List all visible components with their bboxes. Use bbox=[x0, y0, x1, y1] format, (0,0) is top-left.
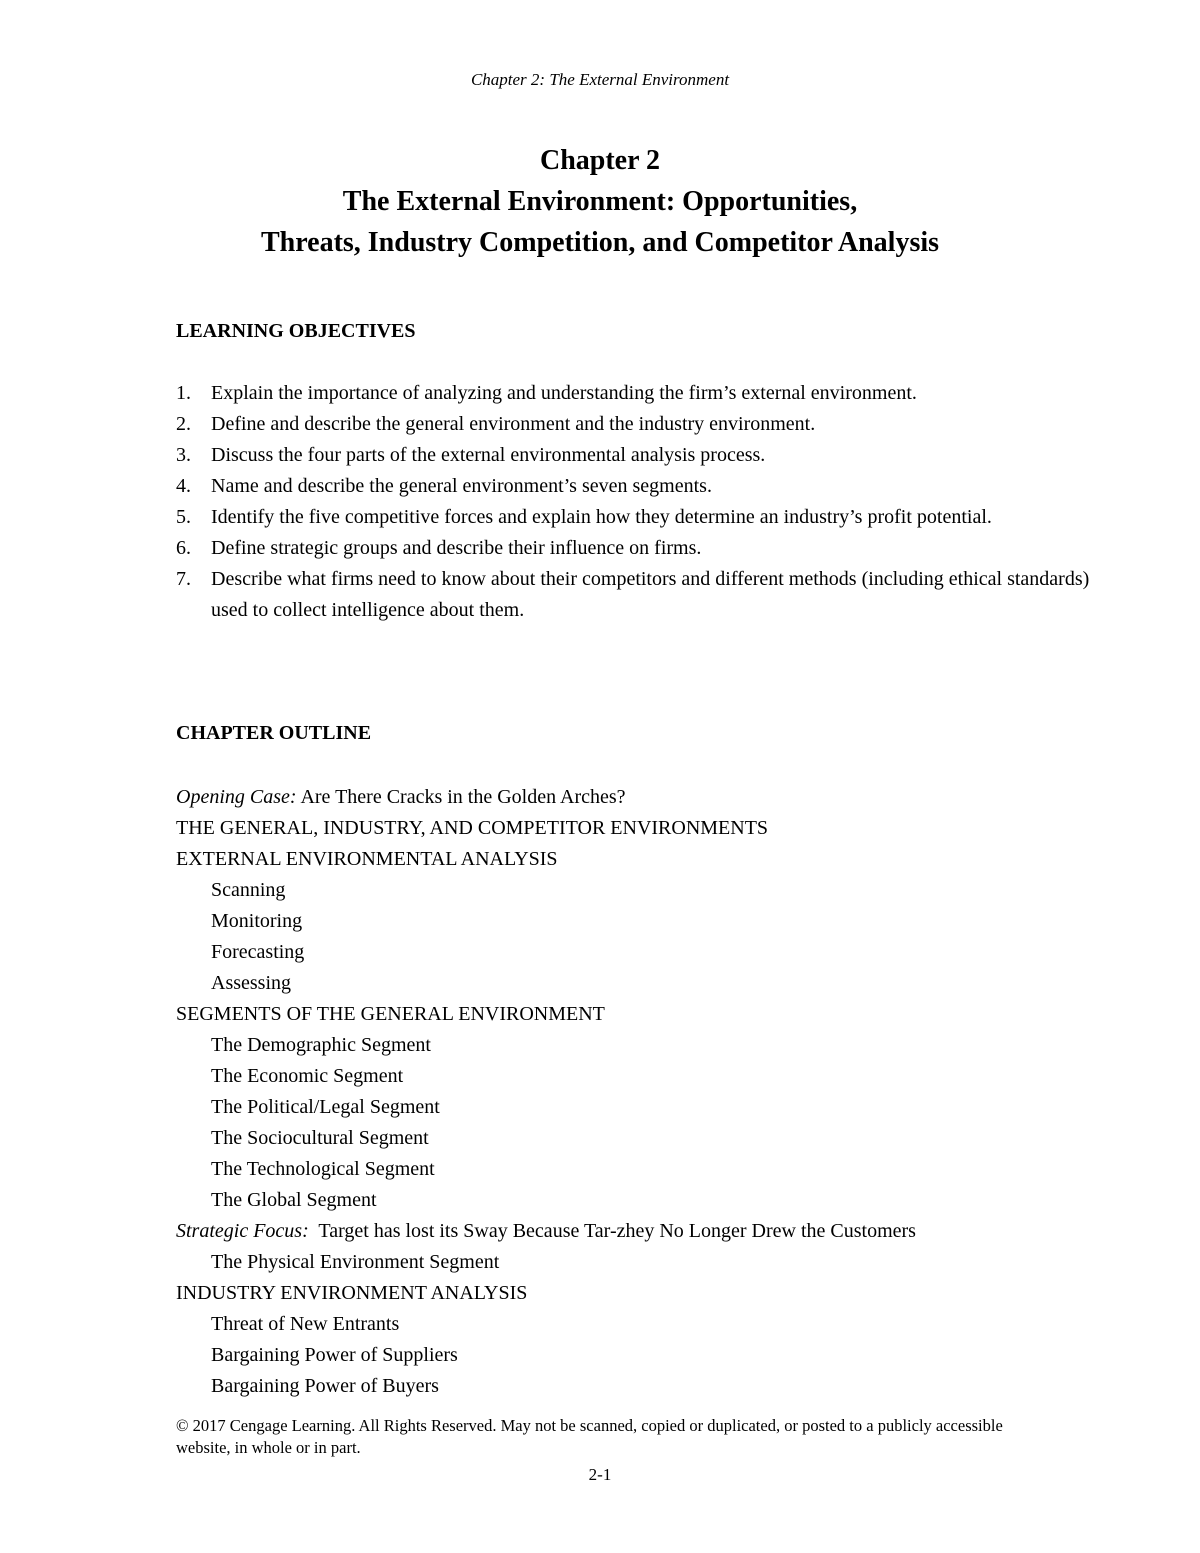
outline-subitem: The Physical Environment Segment bbox=[211, 1251, 500, 1273]
outline-subitem: Assessing bbox=[211, 972, 292, 994]
chapter-outline bbox=[176, 782, 1136, 1402]
opening-case: Opening Case: Are There Cracks in the Golden Arches? bbox=[176, 786, 626, 808]
chapter-outline-heading: CHAPTER OUTLINE bbox=[176, 722, 372, 744]
page-number: 2-1 bbox=[588, 1465, 612, 1484]
objective-item: 3. Discuss the four parts of the external environmental analysis process. bbox=[176, 444, 766, 466]
outline-section: THE GENERAL, INDUSTRY, AND COMPETITOR ENVIRONMENTS bbox=[176, 817, 769, 839]
outline-subitem: The Demographic Segment bbox=[211, 1034, 431, 1056]
objective-item: 7. Describe what firms need to know about their competitors and different methods (including ethical standards) used to collect intelligence about them. bbox=[176, 568, 1090, 621]
outline-subitem: Bargaining Power of Buyers bbox=[211, 1375, 439, 1397]
outline-section: SEGMENTS OF THE GENERAL ENVIRONMENT bbox=[176, 1003, 605, 1025]
outline-subitem: The Sociocultural Segment bbox=[211, 1127, 429, 1149]
outline-subitem: The Technological Segment bbox=[211, 1158, 435, 1180]
objective-item: 1. Explain the importance of analyzing and understanding the firm’s external environment. bbox=[176, 382, 917, 404]
learning-objectives-list bbox=[176, 378, 1096, 626]
outline-subitem: Scanning bbox=[211, 879, 286, 901]
objective-item: 5. Identify the five competitive forces and explain how they determine an industry’s profit potential. bbox=[176, 506, 992, 528]
outline-subitem: Monitoring bbox=[211, 910, 303, 932]
chapter-number: Chapter 2 bbox=[539, 145, 661, 176]
running-header: Chapter 2: The External Environment bbox=[470, 70, 730, 89]
outline-subitem: Threat of New Entrants bbox=[211, 1313, 400, 1335]
chapter-title bbox=[0, 140, 1200, 263]
objective-item: 4. Name and describe the general environment’s seven segments. bbox=[176, 475, 712, 497]
objective-item: 6. Define strategic groups and describe their influence on firms. bbox=[176, 537, 702, 559]
strategic-focus: Strategic Focus: Target has lost its Sway Because Tar-zhey No Longer Drew the Customers bbox=[176, 1220, 916, 1242]
chapter-title-line-2: Threats, Industry Competition, and Competitor Analysis bbox=[260, 227, 940, 258]
outline-subitem: Bargaining Power of Suppliers bbox=[211, 1344, 458, 1366]
outline-subitem: The Political/Legal Segment bbox=[211, 1096, 440, 1118]
learning-objectives-heading: LEARNING OBJECTIVES bbox=[176, 320, 416, 342]
outline-section: INDUSTRY ENVIRONMENT ANALYSIS bbox=[176, 1282, 528, 1304]
objective-item: 2. Define and describe the general environment and the industry environment. bbox=[176, 413, 816, 435]
outline-section: EXTERNAL ENVIRONMENTAL ANALYSIS bbox=[176, 848, 558, 870]
chapter-title-line-1: The External Environment: Opportunities, bbox=[342, 186, 858, 217]
outline-subitem: The Global Segment bbox=[211, 1189, 377, 1211]
outline-subitem: Forecasting bbox=[211, 941, 305, 963]
outline-subitem: The Economic Segment bbox=[211, 1065, 404, 1087]
copyright-notice: © 2017 Cengage Learning. All Rights Reserved. May not be scanned, copied or duplicated, or posted to a publicly accessible website, in whole or in part. bbox=[176, 1416, 1003, 1457]
